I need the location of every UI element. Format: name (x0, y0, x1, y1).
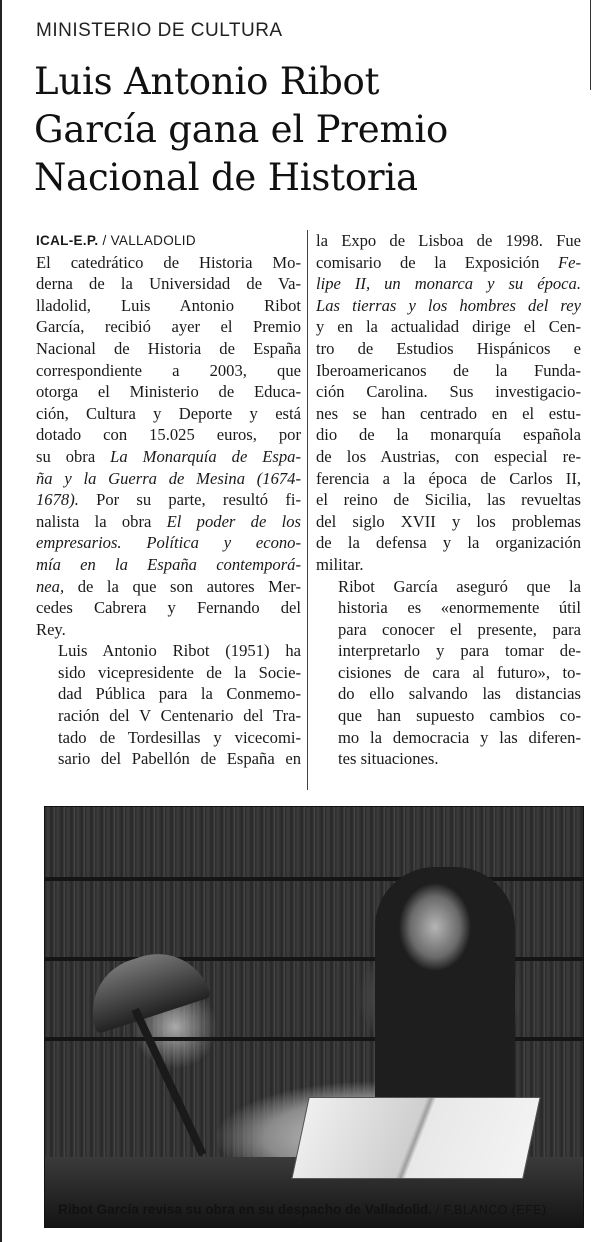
column-divider (307, 230, 308, 790)
text-line (36, 748, 301, 770)
text-line (36, 424, 301, 446)
text-line (36, 554, 301, 576)
text-line (36, 295, 301, 317)
text-line (316, 273, 581, 295)
text-line (36, 489, 301, 511)
paragraph (36, 640, 301, 770)
text-line (316, 640, 581, 662)
text-line (316, 727, 581, 749)
headline-line: Nacional de Historia (34, 156, 418, 199)
text-run: historia es «enormemente útil (338, 598, 581, 618)
byline-city: VALLADOLID (110, 233, 196, 248)
text-run: correspondiente a 2003, que (36, 360, 301, 380)
text-run: Iberoamericanos de la Funda- (316, 360, 581, 380)
text-run: y en la actualidad dirige el Cen- (316, 317, 581, 337)
work-title: nea, (36, 576, 65, 596)
work-title: El poder de los (166, 511, 301, 531)
text-run: lladolid, Luis Antonio Ribot (36, 295, 301, 315)
text-run: dio de la monarquía española (316, 425, 581, 445)
text-run: de los Austrias, con especial re- (316, 446, 581, 466)
desk-lamp (79, 940, 212, 1034)
text-line (36, 727, 301, 749)
text-run: cisiones de cara al futuro», to- (338, 662, 581, 682)
text-run: ferencia a la época de Carlos II, (316, 468, 581, 488)
text-run: interpretarlo y para tomar de- (338, 641, 581, 661)
text-line (316, 554, 581, 576)
exhibition-title: Fe- (557, 252, 581, 272)
text-line (36, 705, 301, 727)
section-label: MINISTERIO DE CULTURA (36, 20, 283, 41)
portrait-subject (375, 867, 515, 1117)
exhibition-title: Las tierras y los hombres del rey (316, 295, 581, 315)
text-run: El catedrático de Historia Mo- (36, 252, 301, 272)
byline (36, 230, 301, 252)
text-line (36, 640, 301, 662)
text-run: de la defensa y la organización (316, 533, 581, 553)
text-run: de la que son autores Mer- (64, 576, 301, 596)
photo-credit: / F.BLANCO (EFE) (431, 1203, 547, 1217)
work-title: ña y la Guerra de Mesina (1674- (36, 468, 301, 488)
paragraph (36, 252, 301, 641)
text-line (36, 403, 301, 425)
text-run: Rey. (36, 619, 66, 639)
text-run: ción Carolina. Sus investigacio- (316, 382, 581, 402)
text-line (316, 468, 581, 490)
text-line (36, 662, 301, 684)
text-run: García, recibió ayer el Premio (36, 317, 301, 337)
text-line (36, 683, 301, 705)
text-line (316, 403, 581, 425)
text-line: la Expo de Lisboa de 1998. Fue (316, 231, 581, 250)
text-line (316, 619, 581, 641)
article-photo (44, 806, 584, 1228)
text-line (316, 532, 581, 554)
article-column-right (316, 230, 581, 770)
text-run: derna de la Universidad de Va- (36, 274, 301, 294)
text-run: dotado con 15.025 euros, por (36, 425, 301, 445)
text-run: dad Pública para la Conmemo- (58, 684, 301, 704)
text-line (36, 338, 301, 360)
text-line (316, 705, 581, 727)
text-line (316, 597, 581, 619)
text-line (36, 532, 301, 554)
text-run: tro de Estudios Hispánicos e (316, 338, 581, 358)
work-title: La Monarquía de Espa- (110, 446, 301, 466)
text-run: que han supuesto cambios co- (338, 706, 581, 726)
text-run: tado de Tordesillas y vicecomi- (58, 727, 301, 747)
text-run: Nacional de Historia de España (36, 338, 301, 358)
exhibition-title: lipe II, un monarca y su época. (316, 274, 581, 294)
text-line (36, 597, 301, 619)
text-line (36, 619, 301, 641)
article-column-left (36, 230, 301, 770)
text-line (36, 360, 301, 382)
text-run: cedes Cabrera y Fernando del (36, 598, 301, 618)
text-run: sido vicepresidente de la Socie- (58, 662, 301, 682)
text-line (316, 338, 581, 360)
text-line (36, 252, 301, 274)
text-line (316, 576, 581, 598)
text-run: tes situaciones. (338, 749, 439, 769)
text-line (36, 316, 301, 338)
byline-separator: / (98, 233, 111, 248)
text-line (316, 489, 581, 511)
headline (34, 58, 594, 202)
text-lines (316, 316, 581, 575)
text-run: nalista la obra (36, 511, 167, 531)
text-line (316, 252, 581, 274)
paragraph (316, 230, 581, 576)
text-run: Luis Antonio Ribot (1951) ha (58, 641, 301, 661)
text-line (316, 683, 581, 705)
text-run: el reino de Sicilia, las revueltas (316, 490, 581, 510)
text-run: mo la democracia y las diferen- (338, 727, 581, 747)
text-run: militar. (316, 554, 364, 574)
text-run: para conocer el presente, para (338, 619, 581, 639)
text-line (36, 576, 301, 598)
text-run: su obra (36, 446, 111, 466)
text-line (316, 381, 581, 403)
caption-text: Ribot García revisa su obra en su despacho de Valladolid. (58, 1202, 432, 1217)
open-book (291, 1097, 540, 1179)
text-line (36, 468, 301, 490)
text-line (316, 295, 581, 317)
text-run: del siglo XVII y los problemas (316, 511, 581, 531)
text-line (316, 511, 581, 533)
text-line (316, 446, 581, 468)
text-run: sario del Pabellón de España en (58, 749, 301, 769)
text-line (36, 446, 301, 468)
desk-lamp-arm (132, 1008, 207, 1156)
headline-line: Luis Antonio Ribot (34, 60, 380, 103)
headline-line: García gana el Premio (34, 108, 449, 151)
work-title: empresarios. Política y econo- (36, 533, 301, 553)
text-run: Ribot García aseguró que la (338, 576, 581, 596)
text-run: ción, Cultura y Deporte y está (36, 403, 301, 423)
article-body (36, 230, 586, 790)
text-line (36, 273, 301, 295)
text-run: Por su parte, resultó fi- (78, 490, 301, 510)
text-line (36, 381, 301, 403)
paragraph (316, 576, 581, 770)
work-title: 1678). (36, 490, 79, 510)
text-run: do ello salvando las distancias (338, 684, 581, 704)
text-line (316, 316, 581, 338)
text-run: nes se han centrado en el estu- (316, 403, 581, 423)
text-line (316, 662, 581, 684)
text-run: otorga el Ministerio de Educa- (36, 382, 301, 402)
text-line (316, 360, 581, 382)
text-line (316, 748, 581, 770)
text-run: comisario de la Exposición (316, 252, 558, 272)
text-line (316, 424, 581, 446)
work-title: mía en la España contemporá- (36, 554, 301, 574)
bookshelf (45, 877, 583, 881)
text-run: ración del V Centenario del Tra- (58, 706, 301, 726)
byline-agency: ICAL-E.P. (36, 233, 99, 248)
photo-caption (58, 1202, 588, 1217)
text-line (36, 511, 301, 533)
